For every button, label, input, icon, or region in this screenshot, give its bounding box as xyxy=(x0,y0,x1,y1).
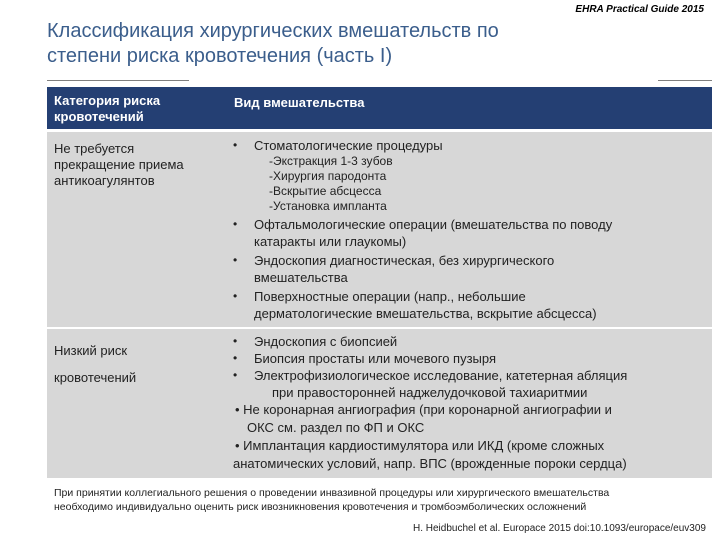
list-subitem: -Экстракция 1-3 зубов xyxy=(269,154,393,168)
row2-label-line-1: Низкий риск xyxy=(54,343,128,358)
bullet: • xyxy=(233,351,238,365)
list-item-continued: дерматологические вмешательства, вскрытие абсцесса) xyxy=(254,306,597,321)
list-item: Эндоскопия диагностическая, без хирургического xyxy=(254,253,555,268)
list-item: Эндоскопия с биопсией xyxy=(254,334,398,349)
page-title xyxy=(47,19,687,69)
list-item-continued: анатомических условий, напр. ВПС (врожденные пороки сердца) xyxy=(233,456,627,471)
reference: H. Heidbuchel et al. Europace 2015 doi:10.1093/europace/euv309 xyxy=(413,523,706,534)
list-item-continued: вмешательства xyxy=(254,270,348,285)
title-rule-left xyxy=(47,80,189,81)
classification-table xyxy=(47,87,712,478)
col2-header: Вид вмешательства xyxy=(234,95,365,110)
footnote-line-1: При принятии коллегиального решения о проведении инвазивной процедуры или хирургического вмешательства xyxy=(54,487,610,499)
bullet: • xyxy=(233,253,238,267)
list-subitem: -Установка импланта xyxy=(269,199,387,213)
col1-header-line-1: Категория риска xyxy=(54,93,161,108)
list-item-continued: ОКС см. раздел по ФП и ОКС xyxy=(247,420,425,435)
list-item: Поверхностные операции (напр., небольшие xyxy=(254,289,526,304)
col1-header-line-2: кровотечений xyxy=(54,109,144,124)
col1-header xyxy=(54,93,160,125)
list-subitem: -Вскрытие абсцесса xyxy=(269,184,382,198)
table-row-no-stop xyxy=(47,132,712,327)
bullet: • xyxy=(233,334,238,348)
row1-label xyxy=(54,141,184,189)
title-line-2: степени риска кровотечения (часть I) xyxy=(47,45,393,67)
row1-label-line-1: Не требуется xyxy=(54,141,135,156)
table-row-low-risk xyxy=(47,329,712,478)
title-rule-right xyxy=(658,80,712,81)
list-item: Электрофизиологическое исследование, катетерная абляция xyxy=(254,368,628,383)
list-item: Офтальмологические операции (вмешательства по поводу xyxy=(254,217,613,232)
table-header xyxy=(47,87,712,129)
row1-label-line-2: прекращение приема xyxy=(54,157,184,172)
title-line-1: Классификация хирургических вмешательств по xyxy=(47,20,499,42)
guide-label: EHRA Practical Guide 2015 xyxy=(575,4,704,15)
bullet: • xyxy=(233,368,238,382)
bullet: • xyxy=(233,289,238,303)
footnote-line-2: необходимо индивидуально оценить риск ивозникновения кровотечения и тромбоэмболических осложнений xyxy=(54,501,587,513)
list-item: Биопсия простаты или мочевого пузыря xyxy=(254,351,496,366)
row2-label-line-2: кровотечений xyxy=(54,370,137,385)
list-item: Стоматологические процедуры xyxy=(254,138,443,153)
list-item-continued: катаракты или глаукомы) xyxy=(254,234,407,249)
list-item-continued: при правосторонней наджелудочковой тахиаритмии xyxy=(272,385,588,400)
list-item: • Имплантация кардиостимулятора или ИКД (кроме сложных xyxy=(235,438,605,453)
footnote xyxy=(54,486,714,514)
list-subitem: -Хирургия пародонта xyxy=(269,169,387,183)
row1-label-line-3: антикоагулянтов xyxy=(54,173,155,188)
list-item: • Не коронарная ангиография (при коронарной ангиографии и xyxy=(235,402,612,417)
bullet: • xyxy=(233,138,238,152)
bullet: • xyxy=(233,217,238,231)
